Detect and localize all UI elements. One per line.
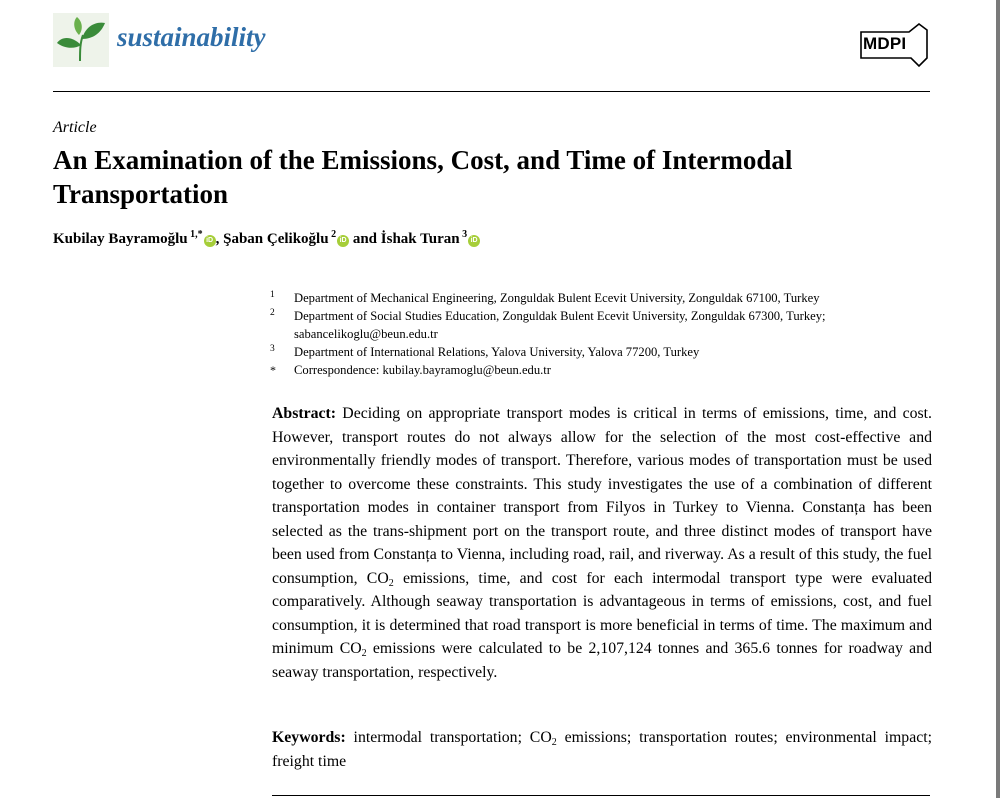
affiliation-number: 3 (270, 344, 275, 354)
affiliation-text: Department of International Relations, Yalova University, Yalova 77200, Turkey (294, 345, 700, 359)
correspondence-text[interactable]: Correspondence: kubilay.bayramoglu@beun.edu.tr (294, 363, 551, 377)
affiliation-marker: 3 (462, 229, 468, 240)
leaf-icon (53, 13, 109, 67)
orcid-icon[interactable]: iD (468, 235, 480, 247)
abstract-label: Abstract: (272, 405, 337, 422)
footer-rule (272, 795, 930, 796)
author-separator: , (215, 231, 224, 247)
publisher-logo (857, 22, 929, 68)
orcid-icon[interactable]: iD (337, 235, 349, 247)
journal-name: sustainability (117, 22, 266, 52)
affiliation-marker: 2 (331, 229, 337, 240)
subscript: 2 (551, 737, 557, 748)
keywords-label: Keywords: (272, 729, 346, 746)
author-name[interactable]: Kubilay Bayramoğlu (53, 231, 188, 247)
header-rule (53, 91, 930, 92)
affiliation-text: Department of Social Studies Education, Zonguldak Bulent Ecevit University, Zonguldak 67300, Turkey; sabancelikoglu@beun.edu.tr (294, 309, 826, 341)
author-list (53, 231, 480, 248)
subscript: 2 (361, 648, 367, 659)
correspondence-marker: * (270, 363, 276, 377)
affiliation-item (270, 307, 932, 343)
keywords (272, 726, 932, 773)
abstract-text: Deciding on appropriate transport modes is critical in terms of emissions, time, and cost. However, transport routes do not always allow for the selection of the most cost-effective and environmentally friendly modes of transport. Therefore, various modes of transportation must be used together to overcome these constraints. This study investigates the use of a combination of different transportation modes in container transport from Filyos in Turkey to Vienna. Constanța has been selected as the trans-shipment port on the transport route, and three distinct modes of transport have been used from Constanța to Vienna, including road, rail, and riverway. As a result of this study, the fuel consumption, CO (272, 405, 932, 587)
article-title: An Examination of the Emissions, Cost, and Time of Intermodal Transportation (53, 145, 793, 209)
affiliation-text: Department of Mechanical Engineering, Zonguldak Bulent Ecevit University, Zonguldak 67100, Turkey (294, 291, 820, 305)
affiliation-number: 2 (270, 308, 275, 318)
abstract (272, 402, 932, 684)
keywords-text: emissions; transportation routes; environmental impact; freight time (272, 729, 932, 770)
subscript: 2 (388, 577, 394, 589)
abstract-text: emissions were calculated to be 2,107,124 tonnes and 365.6 tonnes for roadway and seaway transportation, respectively. (272, 640, 932, 681)
author-name[interactable]: İshak Turan (380, 231, 460, 247)
affiliation-marker: 1,* (190, 229, 203, 240)
author-name[interactable]: Şaban Çelikoğlu (223, 231, 329, 247)
journal-logo (53, 13, 109, 67)
viewer-edge (996, 0, 1000, 798)
keywords-text: intermodal transportation; CO (345, 729, 552, 746)
orcid-icon[interactable]: iD (204, 235, 216, 247)
article-type: Article (53, 119, 97, 136)
affiliation-list (270, 289, 932, 379)
affiliation-number: 1 (270, 290, 275, 300)
correspondence (270, 361, 932, 379)
publisher-name: MDPI (863, 34, 907, 53)
affiliation-item (270, 289, 932, 307)
abstract-text: emissions, time, and cost for each intermodal transport type were evaluated comparatively. Although seaway transportation is advantageous in terms of emissions, cost, and fuel consumption, it is determined that road transport is more beneficial in terms of time. The maximum and minimum CO (272, 569, 932, 657)
author-separator: and (349, 231, 381, 247)
affiliation-item (270, 343, 932, 361)
